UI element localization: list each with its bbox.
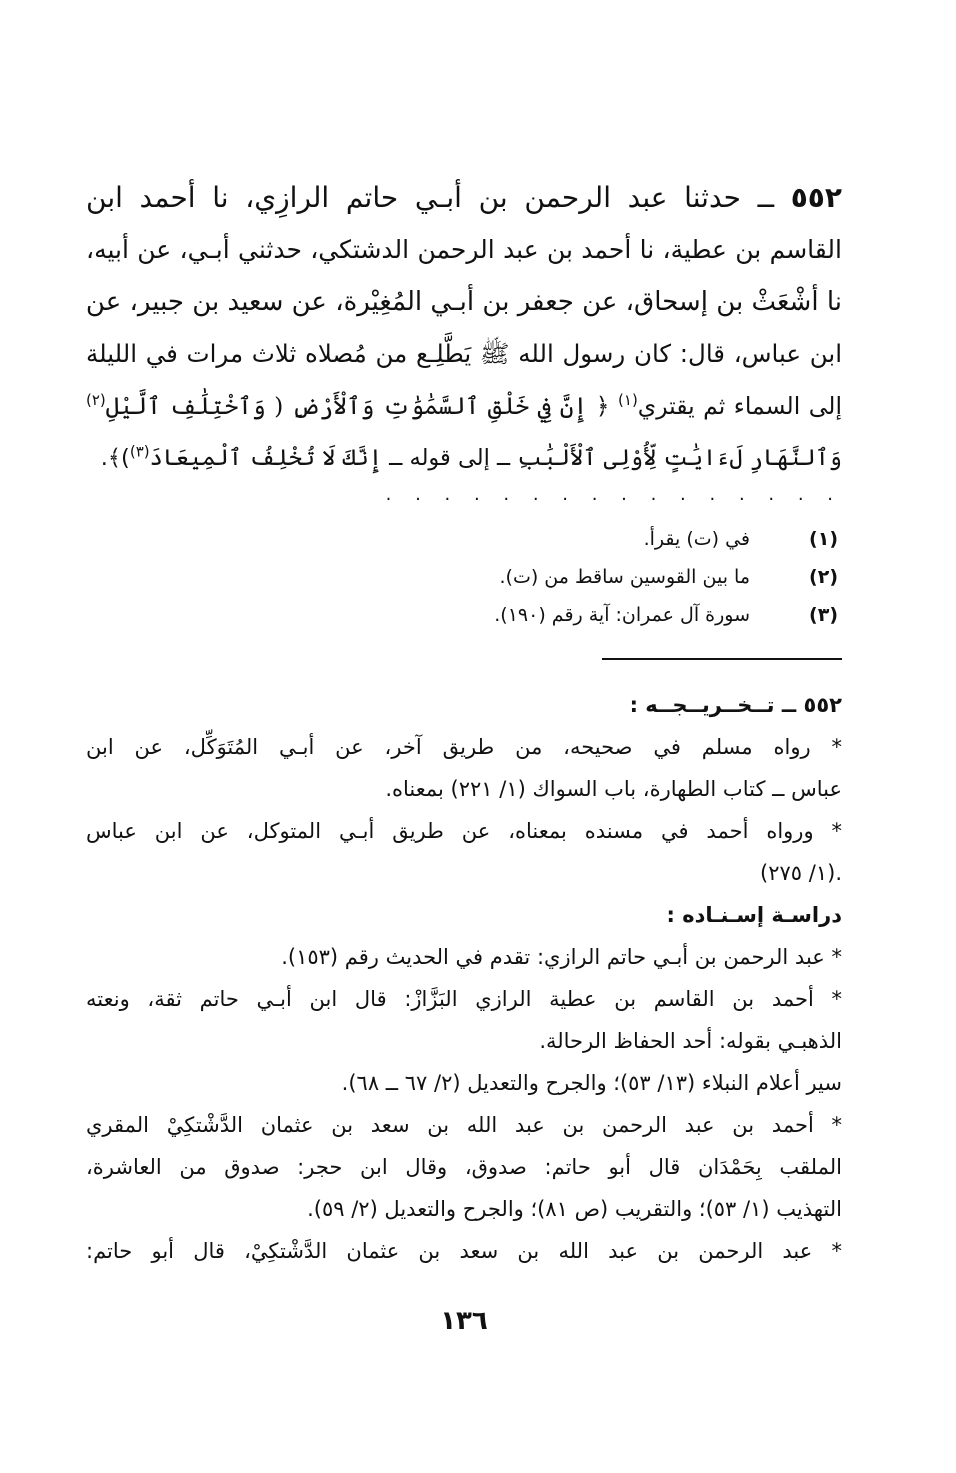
- takhrij-line: عباس ــ كتاب الطهارة، باب السواك (١/ ٢٢١) بمعناه.: [385, 777, 842, 801]
- horizontal-rule: [602, 658, 842, 660]
- dirasa-line: التهذيب (١/ ٥٣)؛ والتقريب (ص ٨١)؛ والجرح والتعديل (٢/ ٥٩).: [307, 1197, 842, 1221]
- hadith-line-1: ٥٥٢ ــ حدثنا عبد الرحمن بن أبـي حاتم الرازِي، نا أحمد ابن: [86, 181, 842, 214]
- footnote-number: (٣): [809, 604, 838, 626]
- quran-verse-cont: وَٱلنَّهَارِ لَءَايَٰتٍ لِّأُوْلِى ٱلْأَلْبَٰبِ: [517, 445, 842, 471]
- takhrij-line: * ورواه أحمد في مسنده بمعناه، عن طريق أبـي المتوكل، عن ابن عباس: [86, 819, 842, 843]
- separator-dots: . . . . . . . . . . . . . . . .: [385, 484, 842, 505]
- footnote-text: في (ت) يقرأ.: [643, 528, 750, 550]
- dirasa-line: الذهبـي بقوله: أحد الحفاظ الرحالة.: [539, 1029, 842, 1053]
- dirasa-line: سير أعلام النبلاء (١٣/ ٥٣)؛ والجرح والتعديل (٢/ ٦٧ ــ ٦٨).: [341, 1071, 842, 1095]
- footnote-ref-1: (١): [618, 391, 638, 410]
- hadith-line-2: القاسم بن عطية، نا أحمد بن عبد الرحمن الدشتكي، حدثني أبـي، عن أبيه،: [86, 235, 842, 264]
- dirasa-heading: دراسـة إسـنـاده :: [666, 903, 842, 927]
- footnote-text: سورة آل عمران: آية رقم (١٩٠).: [494, 604, 750, 626]
- hadith-line-5: إلى السماء ثم يقتري$^{(١)}$ ﴿ إِنَّ فِي خَلْقِ ٱلسَّمَٰوَٰتِ وَٱلْأَرْضِ ( وَٱخْتِلَٰفِ ٱلَّيْلِ$^{(٢)}$: [86, 391, 842, 420]
- hadith-line-4: ابن عباس، قال: كان رسول الله ﷺ يَطَّلِـع من مُصلاه ثلاث مرات في الليلة: [86, 339, 842, 368]
- hadith-line-6: وَٱلنَّهَارِ لَءَايَٰتٍ لِّأُوْلِى ٱلْأَلْبَٰبِ ــ إلى قوله ــ إِنَّكَ لَا تُخْلِفُ ٱلْمِيعَادَ$^{(٣)}$)﴾.: [100, 442, 842, 471]
- takhrij-section: [86, 684, 842, 1272]
- takhrij-line: * رواه مسلم في صحيحه، من طريق آخر، عن أبـي المُتَوَكِّل، عن ابن: [86, 735, 842, 759]
- footnote-ref-3: (٣): [129, 442, 150, 461]
- footnote-ref-2: (٢): [86, 391, 106, 410]
- dirasa-line: * عبد الرحمن بن أبـي حاتم الرازي: تقدم في الحديث رقم (١٥٣).: [281, 945, 842, 969]
- dirasa-line: * عبد الرحمن بن عبد الله بن سعد بن عثمان الدَّشْتكِيْ، قال أبو حاتم:: [86, 1239, 842, 1263]
- takhrij-line: .(١/ ٢٧٥): [760, 861, 842, 885]
- dirasa-line: * أحمد بن القاسم بن عطية الرازي البَزَّازْ: قال ابن أبـي حاتم ثقة، ونعته: [86, 987, 842, 1011]
- page-number: ١٣٦: [440, 1306, 488, 1336]
- footnote-2: [86, 558, 842, 596]
- takhrij-heading: ٥٥٢ ــ تــخــريــجــه :: [629, 693, 842, 717]
- footnote-3: [86, 596, 842, 634]
- hadith-text: [86, 172, 842, 484]
- footnote-number: (١): [809, 528, 838, 550]
- quran-verse-end: إِنَّكَ لَا تُخْلِفُ ٱلْمِيعَادَ: [149, 445, 383, 471]
- dirasa-line: * أحمد بن عبد الرحمن بن عبد الله بن سعد بن عثمان الدَّشْتكِيْ المقري: [86, 1113, 842, 1137]
- footnote-1: [86, 520, 842, 558]
- hadith-line-3: نا أشْعَثْ بن إسحاق، عن جعفر بن أبـي المُغِيْرة، عن سعيد بن جبير، عن: [85, 287, 842, 317]
- hadith-number: ٥٥٢: [790, 181, 842, 214]
- dirasa-line: الملقب بِحَمْدَان قال أبو حاتم: صدوق، وقال ابن حجر: صدوق من العاشرة،: [86, 1155, 842, 1179]
- footnote-text: ما بين القوسين ساقط من (ت).: [499, 566, 750, 588]
- footnotes: [86, 520, 842, 634]
- footnote-number: (٢): [809, 566, 838, 588]
- quran-verse: ﴿ إِنَّ فِي خَلْقِ ٱلسَّمَٰوَٰتِ وَٱلْأَرْضِ ( وَٱخْتِلَٰفِ ٱلَّيْلِ: [105, 392, 610, 420]
